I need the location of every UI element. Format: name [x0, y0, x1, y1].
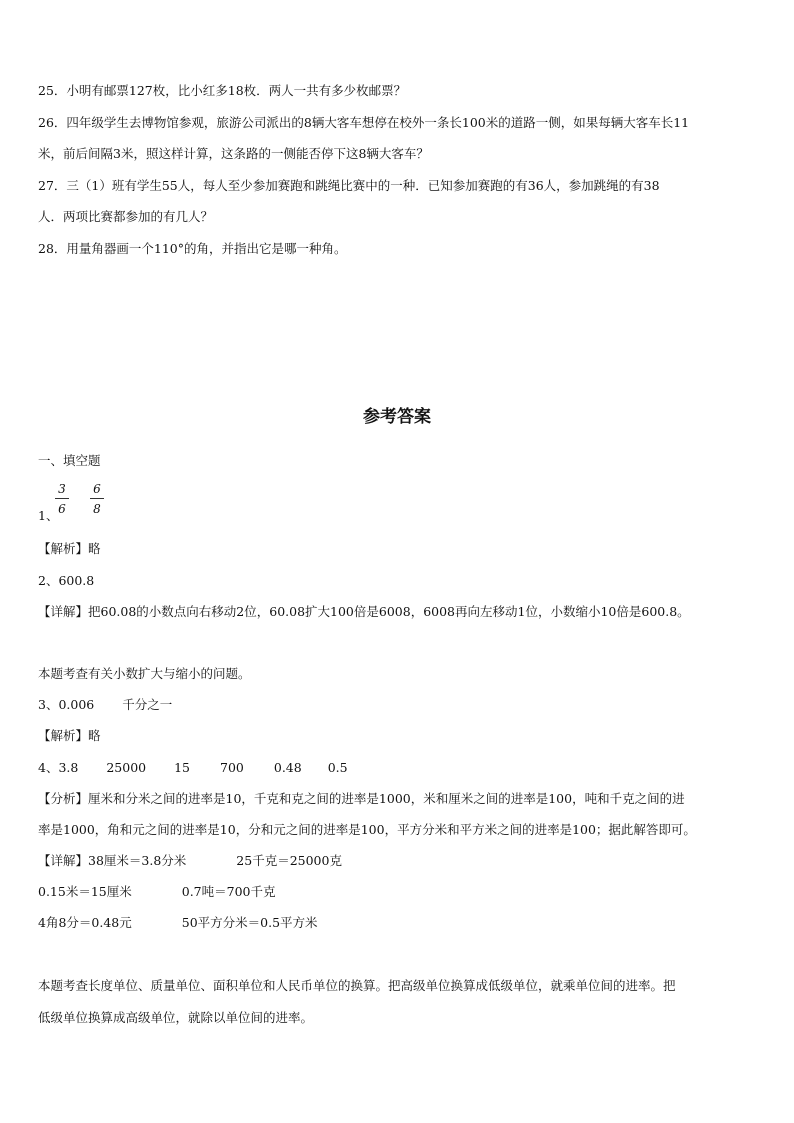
answer-4-value: 0.48 [273, 760, 302, 775]
answer-4-value: 15 [174, 760, 191, 775]
answer-2-detail: 【详解】把60.08的小数点向右移动2位，60.08扩大100倍是6008，6008再向左移动1位，小数缩小10倍是600.8。 [38, 604, 690, 619]
answer-2: 2、600.8 [38, 573, 95, 588]
answer-4-value: 0.5 [327, 760, 348, 775]
fraction-denominator: 8 [93, 502, 101, 516]
fraction-6-8 [90, 482, 104, 516]
answer-4-value: 4、3.8 [38, 760, 79, 775]
question-28: 28．用量角器画一个110°的角，并指出它是哪一种角。 [38, 241, 347, 256]
answer-4-note-line2: 低级单位换算成高级单位，就除以单位间的进率。 [38, 1010, 314, 1025]
fraction-numerator: 3 [58, 482, 66, 496]
answer-4-analysis-line1: 【分析】厘米和分米之间的进率是10，千克和克之间的进率是1000，米和厘米之间的进率是100，吨和千克之间的进 [38, 791, 685, 806]
section-heading: 一、填空题 [38, 453, 101, 468]
conversion: 25千克＝25000克 [236, 853, 342, 868]
answer-4-values [38, 760, 348, 776]
answer-3 [38, 697, 172, 713]
answer-4-note-line1: 本题考查长度单位、质量单位、面积单位和人民币单位的换算。把高级单位换算成低级单位，就乘单位间的进率。把 [38, 978, 676, 993]
fraction-denominator: 6 [58, 502, 66, 516]
answer-3-analysis: 【解析】略 [38, 728, 101, 743]
conversion: 50平方分米＝0.5平方米 [181, 915, 318, 930]
answer-4-value: 25000 [106, 760, 147, 775]
answer-4-detail-row2 [38, 884, 276, 900]
question-25: 25．小明有邮票127枚，比小红多18枚．两人一共有多少枚邮票？ [38, 83, 407, 98]
question-26-line1: 26．四年级学生去博物馆参观，旅游公司派出的8辆大客车想停在校外一条长100米的道路一侧，如果每辆大客车长11 [38, 115, 690, 130]
conversion: 0.15米＝15厘米 [38, 884, 132, 899]
answer-3-text: 千分之一 [122, 697, 173, 712]
answer-1-analysis: 【解析】略 [38, 541, 101, 556]
question-26-line2: 米，前后间隔3米，照这样计算，这条路的一侧能否停下这8辆大客车？ [38, 146, 429, 161]
answer-3-number: 3、0.006 [38, 697, 95, 712]
fraction-numerator: 6 [93, 482, 101, 496]
answer-4-analysis-line2: 率是1000，角和元之间的进率是10，分和元之间的进率是100，平方分米和平方米之间的进率是100；据此解答即可。 [38, 822, 696, 837]
question-27-line2: 人．两项比赛都参加的有几人？ [38, 209, 214, 224]
question-27-line1: 27．三（1）班有学生55人，每人至少参加赛跑和跳绳比赛中的一种．已知参加赛跑的有36人，参加跳绳的有38 [38, 178, 660, 193]
conversion: 4角8分＝0.48元 [38, 915, 132, 930]
answer-2-note: 本题考查有关小数扩大与缩小的问题。 [38, 666, 251, 681]
answer-4-value: 700 [220, 760, 244, 775]
answers-title: 参考答案 [363, 407, 431, 427]
answer-4-detail-row3 [38, 915, 318, 931]
conversion: 【详解】38厘米＝3.8分米 [38, 853, 187, 868]
answer-1-number: 1、 [38, 508, 59, 523]
answer-4-detail-row1 [38, 853, 342, 869]
conversion: 0.7吨＝700千克 [181, 884, 276, 899]
